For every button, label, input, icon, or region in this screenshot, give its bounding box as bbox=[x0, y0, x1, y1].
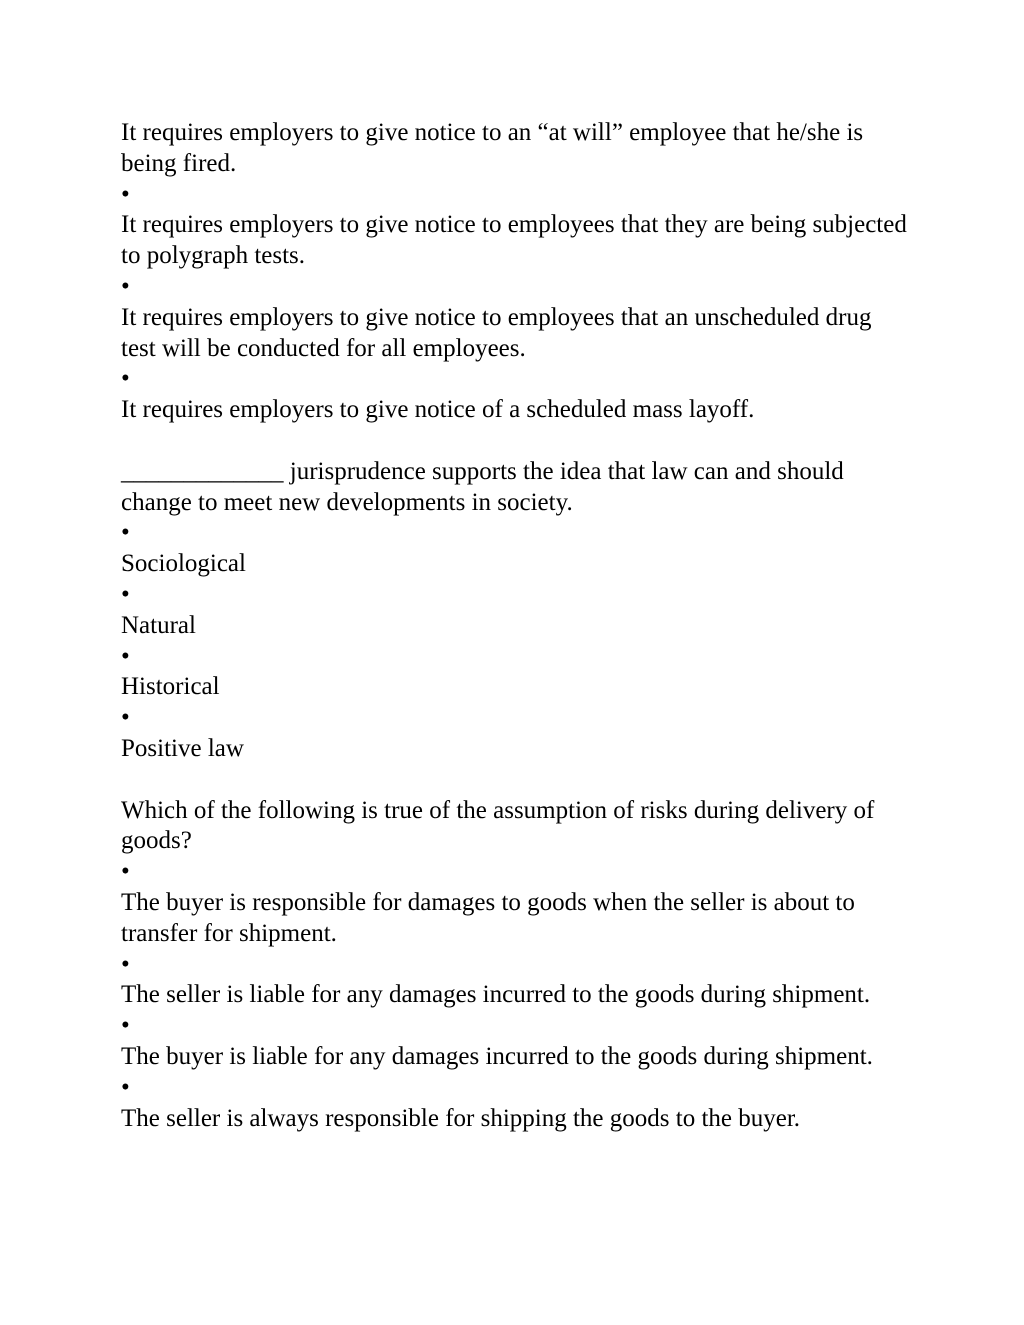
bullet-icon: • bbox=[121, 519, 130, 547]
bullet-icon: • bbox=[121, 1073, 130, 1101]
paragraph-gap bbox=[121, 765, 911, 796]
bullet-icon: • bbox=[121, 580, 130, 608]
document-page bbox=[121, 118, 911, 1134]
bullet-icon: • bbox=[121, 858, 130, 886]
answer-option: Positive law bbox=[121, 734, 244, 762]
bullet-icon: • bbox=[121, 950, 130, 978]
bullet-icon: • bbox=[121, 704, 130, 732]
answer-option: It requires employers to give notice to employees that an unscheduled drug test will be conducted for all employees. bbox=[121, 303, 872, 362]
bullet-icon: • bbox=[121, 642, 130, 670]
answer-option: Natural bbox=[121, 611, 196, 639]
bullet-icon: • bbox=[121, 272, 130, 300]
answer-option: It requires employers to give notice to an “at will” employee that he/she is being fired. bbox=[121, 119, 864, 177]
answer-option: The buyer is responsible for damages to goods when the seller is about to transfer for shipment. bbox=[121, 888, 855, 947]
question-block-3 bbox=[121, 796, 911, 1135]
question-text: _____________ jurisprudence supports the idea that law can and should change to meet new developments in society. bbox=[121, 457, 844, 516]
answer-option: The seller is liable for any damages incurred to the goods during shipment. bbox=[121, 981, 871, 1009]
bullet-icon: • bbox=[121, 1012, 130, 1040]
bullet-icon: • bbox=[121, 180, 130, 208]
answer-option: Historical bbox=[121, 673, 220, 701]
answer-option: It requires employers to give notice to employees that they are being subjected to polygraph tests. bbox=[121, 211, 907, 270]
question-text: Which of the following is true of the assumption of risks during delivery of goods? bbox=[121, 796, 875, 855]
question-block-1 bbox=[121, 118, 911, 426]
answer-option: The buyer is liable for any damages incurred to the goods during shipment. bbox=[121, 1042, 873, 1070]
paragraph-gap bbox=[121, 426, 911, 457]
answer-option: Sociological bbox=[121, 550, 246, 578]
answer-option: The seller is always responsible for shipping the goods to the buyer. bbox=[121, 1104, 801, 1132]
answer-option: It requires employers to give notice of a scheduled mass layoff. bbox=[121, 396, 755, 424]
bullet-icon: • bbox=[121, 365, 130, 393]
question-block-2 bbox=[121, 457, 911, 765]
